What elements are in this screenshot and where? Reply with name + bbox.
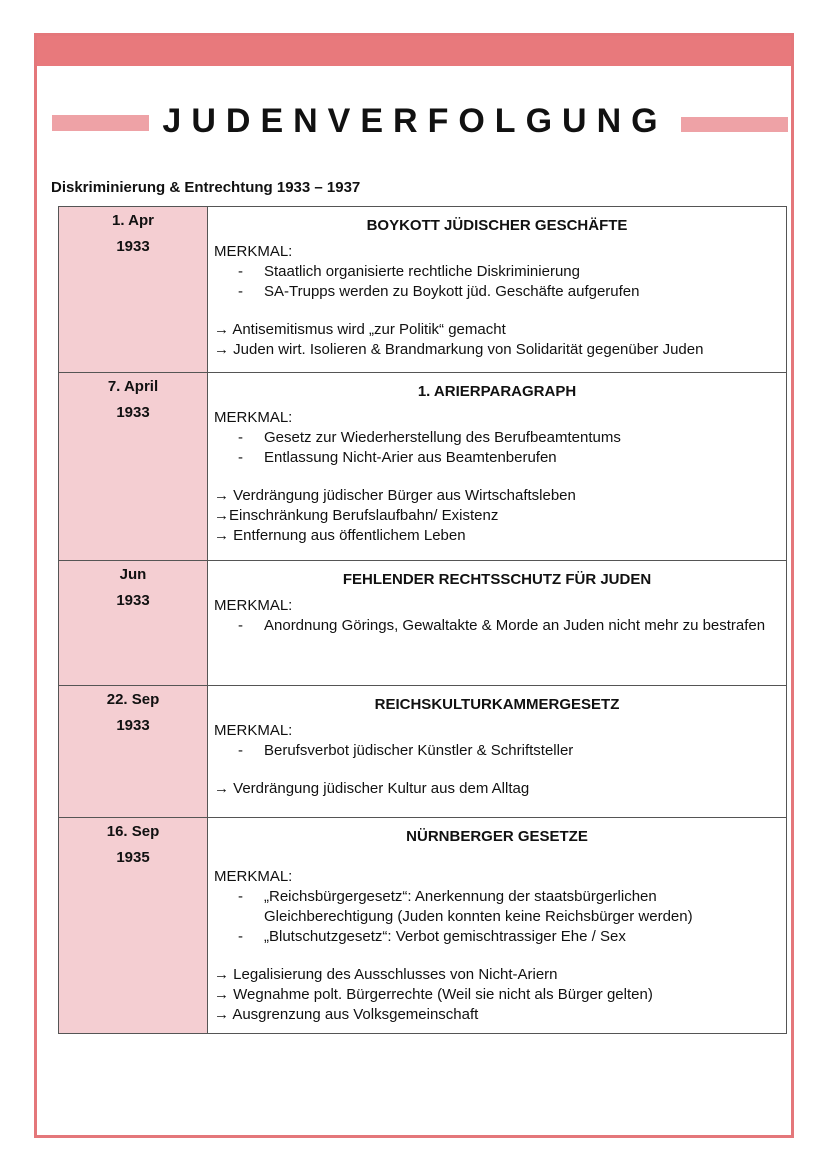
event-date-cell — [59, 207, 208, 373]
list-item — [214, 887, 780, 927]
list-item — [214, 262, 780, 282]
event-title: BOYKOTT JÜDISCHER GESCHÄFTE — [366, 217, 628, 234]
event-content-cell — [208, 373, 787, 561]
consequence-list — [214, 965, 780, 1025]
event-content-cell — [208, 818, 787, 1034]
event-title: NÜRNBERGER GESETZE — [406, 828, 588, 845]
merkmal-label: MERKMAL: — [214, 722, 293, 739]
event-content-cell — [208, 686, 787, 818]
dash-bullet: - — [238, 263, 243, 280]
list-item — [214, 741, 780, 761]
merkmal-label: MERKMAL: — [214, 409, 293, 426]
event-date-cell — [59, 686, 208, 818]
list-item-text: Gesetz zur Wiederherstellung des Berufbeamtentums — [264, 429, 621, 446]
merkmal-label: MERKMAL: — [214, 597, 293, 614]
page-title: JUDENVERFOLGUNG — [162, 102, 668, 140]
consequence-item: →Einschränkung Berufslaufbahn/ Existenz — [214, 507, 499, 524]
list-item — [214, 927, 780, 947]
title-accent-right — [681, 117, 788, 132]
event-title: FEHLENDER RECHTSSCHUTZ FÜR JUDEN — [342, 571, 652, 588]
event-row — [59, 207, 787, 373]
consequence-item: → Juden wirt. Isolieren & Brandmarkung von Solidarität gegenüber Juden — [214, 341, 704, 358]
merkmal-label: MERKMAL: — [214, 868, 293, 885]
list-item-text: Staatlich organisierte rechtliche Diskriminierung — [264, 263, 580, 280]
dash-bullet: - — [238, 617, 243, 634]
event-date-cell — [59, 818, 208, 1034]
events-table-body — [59, 207, 787, 1034]
list-item-text: Anordnung Görings, Gewaltakte & Morde an Juden nicht mehr zu bestrafen — [264, 617, 766, 634]
list-item-text: SA-Trupps werden zu Boykott jüd. Geschäfte aufgerufen — [264, 283, 640, 300]
event-row — [59, 373, 787, 561]
consequence-item: → Wegnahme polt. Bürgerrechte (Weil sie nicht als Bürger gelten) — [214, 986, 653, 1003]
merkmal-label: MERKMAL: — [214, 243, 293, 260]
consequence-item: → Ausgrenzung aus Volksgemeinschaft — [214, 1006, 479, 1023]
list-item-text: Entlassung Nicht-Arier aus Beamtenberufen — [264, 449, 557, 466]
event-date: 16. Sep — [106, 823, 160, 840]
events-table — [58, 206, 787, 1034]
event-year: 1933 — [116, 592, 150, 609]
merkmal-list — [214, 428, 780, 468]
consequence-item: → Antisemitismus wird „zur Politik“ gemacht — [214, 321, 506, 338]
event-title: 1. ARIERPARAGRAPH — [417, 383, 577, 400]
list-item — [214, 616, 780, 636]
list-item-text: „Blutschutzgesetz“: Verbot gemischtrassiger Ehe / Sex — [264, 928, 626, 945]
event-year: 1935 — [116, 849, 150, 866]
list-item — [214, 448, 780, 468]
merkmal-list — [214, 887, 780, 947]
merkmal-list — [214, 616, 780, 636]
consequence-list — [214, 779, 780, 799]
merkmal-list — [214, 262, 780, 302]
event-year: 1933 — [116, 404, 150, 421]
dash-bullet: - — [238, 742, 243, 759]
page-frame — [34, 33, 794, 1138]
event-date-cell — [59, 561, 208, 686]
event-content-cell — [208, 207, 787, 373]
event-row — [59, 818, 787, 1034]
header-band — [37, 36, 791, 66]
event-row — [59, 561, 787, 686]
event-title: REICHSKULTURKAMMERGESETZ — [374, 696, 620, 713]
dash-bullet: - — [238, 429, 243, 446]
consequence-list — [214, 486, 780, 546]
event-date-cell — [59, 373, 208, 561]
event-content-cell — [208, 561, 787, 686]
list-item-text: „Reichsbürgergesetz“: Anerkennung der staatsbürgerlichen Gleichberechtigung (Juden konnten keine Reichsbürger werden) — [264, 888, 693, 925]
event-row — [59, 686, 787, 818]
spacer — [214, 853, 780, 867]
consequence-item: → Legalisierung des Ausschlusses von Nicht-Ariern — [214, 966, 558, 983]
consequence-item: → Verdrängung jüdischer Kultur aus dem Alltag — [214, 780, 530, 797]
dash-bullet: - — [238, 888, 243, 905]
list-item — [214, 428, 780, 448]
merkmal-list — [214, 741, 780, 761]
dash-bullet: - — [238, 928, 243, 945]
list-item — [214, 282, 780, 302]
event-year: 1933 — [116, 238, 150, 255]
consequence-item: → Verdrängung jüdischer Bürger aus Wirtschaftsleben — [214, 487, 576, 504]
event-date: 7. April — [107, 378, 159, 395]
page-subtitle: Diskriminierung & Entrechtung 1933 – 1937 — [51, 179, 361, 196]
event-year: 1933 — [116, 717, 150, 734]
consequence-item: → Entfernung aus öffentlichem Leben — [214, 527, 466, 544]
event-date: 22. Sep — [106, 691, 160, 708]
title-accent-left — [52, 115, 149, 131]
consequence-list — [214, 320, 780, 360]
event-date: Jun — [119, 566, 147, 583]
dash-bullet: - — [238, 283, 243, 300]
event-date: 1. Apr — [112, 212, 154, 229]
list-item-text: Berufsverbot jüdischer Künstler & Schriftsteller — [264, 742, 574, 759]
dash-bullet: - — [238, 449, 243, 466]
